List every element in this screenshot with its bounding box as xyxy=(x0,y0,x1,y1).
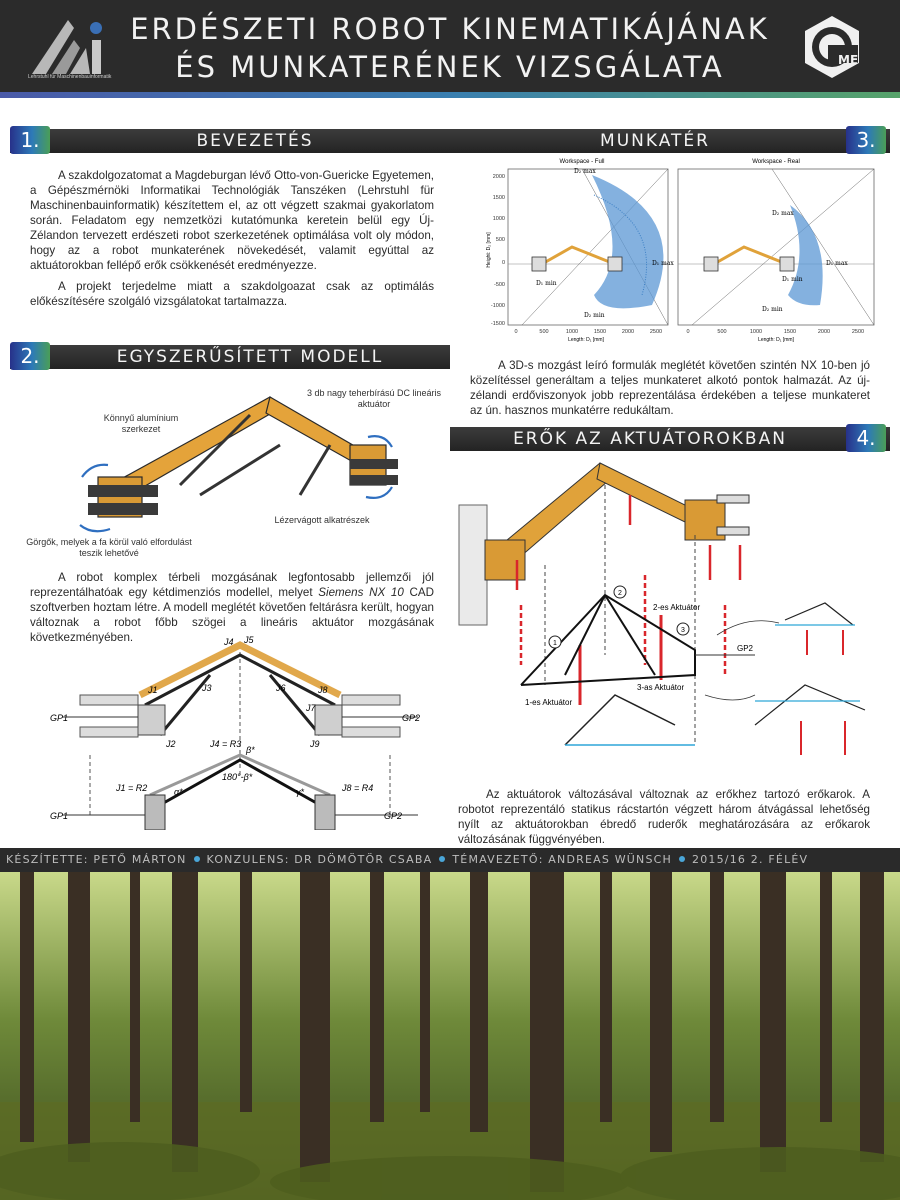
section-number-3: 3. xyxy=(846,126,886,154)
svg-text:D₁ max: D₁ max xyxy=(652,260,674,267)
svg-text:1500: 1500 xyxy=(492,195,505,201)
joint-label-j3: J3 xyxy=(202,683,212,693)
svg-text:D₂ max: D₂ max xyxy=(772,210,794,217)
joint-label-j7: J7 xyxy=(306,703,316,713)
svg-text:Length: D₁ [mm]: Length: D₁ [mm] xyxy=(568,337,604,343)
gp2-label: GP2 xyxy=(402,713,421,723)
svg-text:D₁ min: D₁ min xyxy=(782,276,803,283)
angle-alpha-label: α* xyxy=(174,787,183,797)
svg-text:D₁ min: D₁ min xyxy=(536,280,557,287)
gp2-label-lower: GP2 xyxy=(384,811,403,821)
svg-text:2000: 2000 xyxy=(817,329,831,335)
svg-text:1500: 1500 xyxy=(593,329,607,335)
workspace-full-title: Workspace - Full xyxy=(559,159,605,165)
lower-label-j1: J1 = R2 xyxy=(116,783,148,793)
svg-text:500: 500 xyxy=(539,329,549,335)
joint-label-j2: J2 xyxy=(166,739,176,749)
gp1-label: GP1 xyxy=(50,713,69,723)
lower-label-j4: J4 = R3 xyxy=(210,739,242,749)
section-title-forces: ERŐK AZ AKTUÁTOROKBAN xyxy=(513,429,787,449)
svg-text:0: 0 xyxy=(686,329,690,335)
header-accent-line xyxy=(0,92,900,98)
force-gp2-label: GP2 xyxy=(737,644,754,653)
forces-text: Az aktuátorok változásával változnak az erőkhez tartozó erőkarok. A robotot reprezentáló statikus rácstartón végzett három átvágással lehetőség nyílt az aktuátorokban ébredő ruderők meghatározására az erőkarok változásának függvényében. xyxy=(458,788,870,846)
svg-text:500: 500 xyxy=(717,329,727,335)
faculty-gear-logo-icon xyxy=(790,14,874,80)
joint-label-j8: J8 xyxy=(318,685,328,695)
angle-mid-label: 180°-β* xyxy=(222,772,253,782)
svg-text:-1000: -1000 xyxy=(490,303,505,309)
lower-label-j8: J8 = R4 xyxy=(342,783,374,793)
svg-text:0: 0 xyxy=(514,329,518,335)
svg-text:D₂ min: D₂ min xyxy=(584,312,605,319)
angle-gamma-label: γ* xyxy=(296,787,305,797)
svg-text:-1500: -1500 xyxy=(490,321,505,327)
joint-label-j1: J1 xyxy=(148,685,158,695)
svg-text:1000: 1000 xyxy=(492,216,505,222)
actuator1-label: 1-es Aktuátor xyxy=(525,698,573,707)
angle-beta-label: β* xyxy=(246,745,255,755)
svg-text:1: 1 xyxy=(553,640,557,647)
kinematic-2d-model xyxy=(50,635,430,830)
section-number-2: 2. xyxy=(10,342,50,370)
svg-text:2000: 2000 xyxy=(621,329,635,335)
svg-text:2: 2 xyxy=(618,590,622,597)
svg-text:ME: ME xyxy=(838,53,859,67)
joint-label-j5: J5 xyxy=(244,635,254,645)
svg-text:500: 500 xyxy=(495,237,505,243)
label-dc-actuators: 3 db nagy teherbírású DC lineáris aktuátor xyxy=(306,388,442,409)
svg-text:1500: 1500 xyxy=(783,329,797,335)
model-text: A robot komplex térbeli mozgásának legfontosabb jellemzői jól reprezentálhatóak egy kétdimenziós modellel, melyet Siemens NX 10 CAD szoftverben hoztam létre. A modell meglétét követően feltárásra került, hogyan változnak a robot főbb szögei a lineáris aktuátor mozgásának következményében. xyxy=(30,571,434,644)
svg-text:-500: -500 xyxy=(493,282,505,288)
footer-separator-dot xyxy=(194,856,200,862)
svg-text:Height: D₂ [mm]: Height: D₂ [mm] xyxy=(486,232,492,268)
footer-semester: 2015/16 2. FÉLÉV xyxy=(692,853,809,866)
university-logo-caption: Lehrstuhl für Maschinenbauinformatik xyxy=(28,74,112,80)
joint-label-j6: J6 xyxy=(276,683,286,693)
actuator3-label: 3-as Aktuátor xyxy=(637,683,685,692)
actuator2-label: 2-es Aktuátor xyxy=(653,603,701,612)
forest-photo xyxy=(0,872,900,1200)
svg-text:1000: 1000 xyxy=(565,329,579,335)
introduction-text: A szakdolgozatomat a Magdeburgan lévő Otto-von-Guericke Egyetemen, a Gépészmérnöki Informatikai Technológiák Tanszéken (Lehrstuhl für Maschinenbauinformatik) készítettem el, az ott végzett szakmai gyakorlatom során. Feladatom egy nemzetközi kutatómunka keretein belül egy Új-Zélandon tervezett erdészeti robot szerkezetének optimálása volt oly módon, hogy az a robot munkaterének növekedését, valamit egyúttal az aktuátorokban fellépő erők csökkenését eredményezze. A projekt terjedelme miatt a szakdolgoazat csak az optimálás előkészítésére szolgáló vizsgálatokat tartalmazza. xyxy=(30,169,434,308)
svg-text:Length: D₁ [mm]: Length: D₁ [mm] xyxy=(758,337,794,343)
section-title-model: EGYSZERŰSÍTETT MODELL xyxy=(116,347,384,367)
page-title: ERDÉSZETI ROBOT KINEMATIKÁJÁNAK ÉS MUNKATERÉNEK VIZSGÁLATA xyxy=(130,12,770,84)
university-logo-icon xyxy=(28,14,110,80)
footer-separator-dot xyxy=(439,856,445,862)
svg-text:D₂ max: D₂ max xyxy=(574,168,596,175)
joint-label-j4: J4 xyxy=(224,637,234,647)
section-title-workspace: MUNKATÉR xyxy=(600,131,710,151)
svg-text:2500: 2500 xyxy=(649,329,663,335)
section-number-1: 1. xyxy=(10,126,50,154)
workspace-real-title: Workspace - Real xyxy=(752,159,800,165)
footer-separator-dot xyxy=(679,856,685,862)
svg-text:2500: 2500 xyxy=(851,329,865,335)
svg-text:2000: 2000 xyxy=(492,174,505,180)
force-diagram xyxy=(455,455,885,780)
section-title-introduction: BEVEZETÉS xyxy=(196,131,314,151)
label-rollers: Görgők, melyek a fa körül való elfordulást teszik lehetővé xyxy=(26,537,192,558)
workspace-text: A 3D-s mozgást leíró formulák meglétét követően szintén NX 10-ben jó közelítéssel generáltam a teljes munkateret alkotó pontok halmazát. Az új-zélandi erdőviszonyok jobb reprezentálása érdekében a teljese munkateret az ún. hasznos munkatérre redukáltam. xyxy=(470,359,870,417)
svg-text:D₁ max: D₁ max xyxy=(826,260,848,267)
label-laser-cut-parts: Lézervágott alkatrészek xyxy=(274,515,370,525)
svg-text:1000: 1000 xyxy=(749,329,763,335)
label-aluminium-structure: Könnyű alumínium szerkezet xyxy=(103,413,179,434)
joint-label-j9: J9 xyxy=(310,739,320,749)
header xyxy=(0,0,900,92)
svg-text:D₂ min: D₂ min xyxy=(762,306,783,313)
footer-supervisor: TÉMAVEZETŐ: ANDREAS WÜNSCH xyxy=(452,853,673,866)
svg-text:3: 3 xyxy=(681,627,685,634)
footer-consultant: KONZULENS: DR DÖMÖTÖR CSABA xyxy=(206,853,433,866)
footer-author: KÉSZÍTETTE: PETŐ MÁRTON xyxy=(6,853,187,866)
workspace-plots xyxy=(482,155,876,343)
footer-credits xyxy=(0,848,900,872)
svg-text:0: 0 xyxy=(501,260,505,266)
gp1-label-lower: GP1 xyxy=(50,811,69,821)
section-number-4: 4. xyxy=(846,424,886,452)
